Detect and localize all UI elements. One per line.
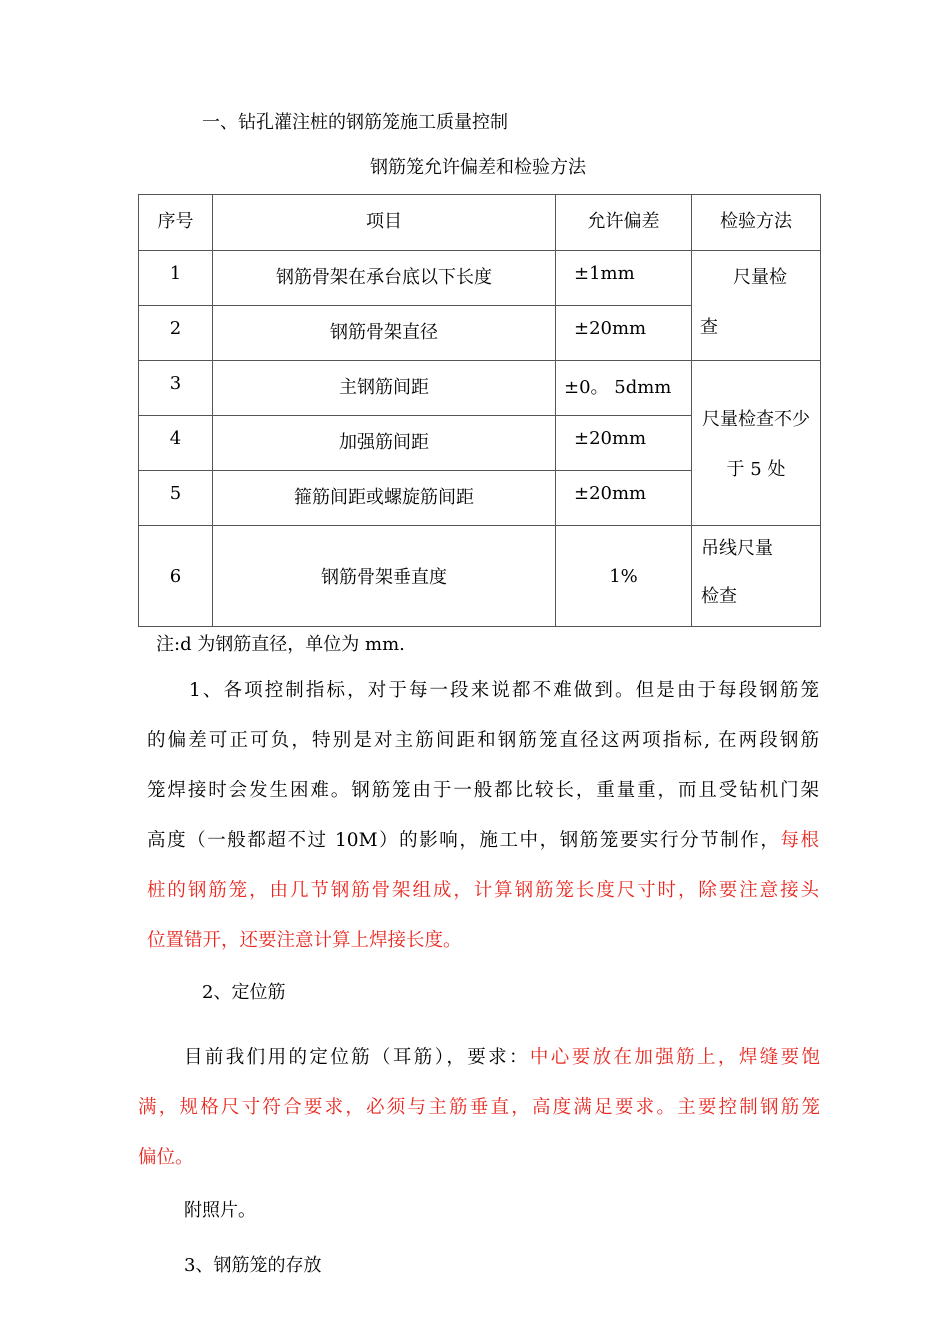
row-item: 主钢筋间距 xyxy=(213,361,556,416)
row-tolerance: ±20mm xyxy=(556,416,692,471)
paragraph-line xyxy=(147,816,819,866)
paragraph-2 xyxy=(138,1033,820,1183)
row-item: 箍筋间距或螺旋筋间距 xyxy=(213,471,556,526)
row-no: 2 xyxy=(139,306,213,361)
table-row xyxy=(139,361,821,416)
section-heading-3: 3、钢筋笼的存放 xyxy=(184,1255,322,1276)
row-no: 6 xyxy=(139,526,213,627)
highlighted-line: 位置错开，还要注意计算上焊接长度。 xyxy=(147,930,462,951)
paragraph-line: 笼焊接时会发生困难。钢筋笼由于一般都比较长，重量重，而且受钻机门架 xyxy=(147,780,819,801)
method-cell-3: 吊线尺量 检查 xyxy=(692,526,821,627)
table-row xyxy=(139,251,821,306)
method-cell-1: 尺量检 查 xyxy=(692,251,821,361)
row-item: 钢筋骨架在承台底以下长度 xyxy=(213,251,556,306)
highlighted-line: 偏位。 xyxy=(138,1147,194,1168)
highlighted-text: 中心要放在加强筋上，焊缝要饱 xyxy=(529,1047,820,1068)
paragraph-1 xyxy=(147,666,819,966)
table-note: 注:d 为钢筋直径，单位为 mm. xyxy=(156,634,405,655)
row-item: 钢筋骨架直径 xyxy=(213,306,556,361)
highlighted-text: 每根 xyxy=(780,830,819,851)
row-no: 3 xyxy=(139,361,213,416)
row-no: 4 xyxy=(139,416,213,471)
method-cell-2: 尺量检查不少 于 5 处 xyxy=(692,361,821,526)
row-tolerance: ±20mm xyxy=(556,471,692,526)
section-heading-2: 2、定位筋 xyxy=(202,982,286,1003)
row-tolerance: ±0。 5dmm xyxy=(556,361,692,416)
row-tolerance: 1% xyxy=(556,526,692,627)
highlighted-line: 桩的钢筋笼，由几节钢筋骨架组成，计算钢筋笼长度尺寸时，除要注意接头 xyxy=(147,880,819,901)
row-tolerance: ±20mm xyxy=(556,306,692,361)
row-item: 加强筋间距 xyxy=(213,416,556,471)
table-header-row xyxy=(139,195,821,251)
row-tolerance: ±1mm xyxy=(556,251,692,306)
table-row xyxy=(139,526,821,627)
attachment-note: 附照片。 xyxy=(184,1200,256,1221)
header-method: 检验方法 xyxy=(692,195,821,251)
header-tolerance: 允许偏差 xyxy=(556,195,692,251)
header-item: 项目 xyxy=(213,195,556,251)
section-heading-1: 一、钻孔灌注桩的钢筋笼施工质量控制 xyxy=(202,112,508,133)
highlighted-line: 满，规格尺寸符合要求，必须与主筋垂直，高度满足要求。主要控制钢筋笼 xyxy=(138,1097,820,1118)
header-no: 序号 xyxy=(139,195,213,251)
paragraph-text: 目前我们用的定位筋（耳筋），要求： xyxy=(184,1047,530,1068)
paragraph-line: 1、各项控制指标，对于每一段来说都不难做到。但是由于每段钢筋笼 xyxy=(189,680,819,701)
paragraph-text: 高度（一般都超不过 10M）的影响，施工中，钢筋笼要实行分节制作， xyxy=(147,830,781,851)
paragraph-line: 的偏差可正可负，特别是对主筋间距和钢筋笼直径这两项指标, 在两段钢筋 xyxy=(147,730,819,751)
row-item: 钢筋骨架垂直度 xyxy=(213,526,556,627)
paragraph-line xyxy=(138,1033,820,1083)
tolerance-table xyxy=(138,194,821,627)
row-no: 1 xyxy=(139,251,213,306)
row-no: 5 xyxy=(139,471,213,526)
table-title: 钢筋笼允许偏差和检验方法 xyxy=(370,157,586,178)
